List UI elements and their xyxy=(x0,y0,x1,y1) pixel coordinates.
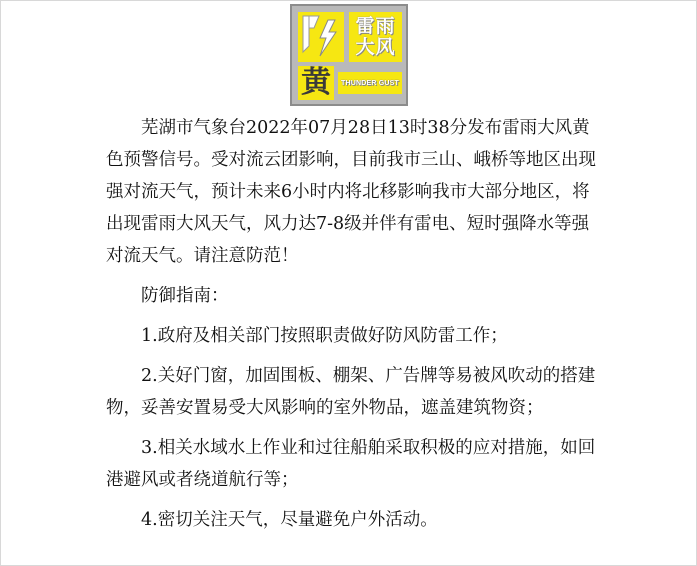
warning-badge xyxy=(290,4,408,106)
guide-item: 1.政府及相关部门按照职责做好防风防雷工作； xyxy=(141,326,508,346)
guide-heading: 防御指南： xyxy=(141,286,229,306)
warning-title-line2: 大风 xyxy=(355,36,396,58)
guide-item: 4.密切关注天气，尽量避免户外活动。 xyxy=(141,510,438,530)
warning-title xyxy=(349,12,402,62)
warning-english xyxy=(338,72,402,94)
guide-item: 2.关好门窗，加固围板、棚架、广告牌等易被风吹动的搭建物，妥善安置易受大风影响的室外物品，遮盖建筑物资； xyxy=(106,366,596,418)
warning-english-label: THUNDER GUST xyxy=(340,79,399,87)
thunderstorm-lightning-icon xyxy=(298,12,344,62)
notice-body xyxy=(106,112,598,536)
guide-item: 3.相关水域水上作业和过往船舶采取积极的应对措施，如回港避风或者绕道航行等； xyxy=(106,438,596,490)
notice-intro: 芜湖市气象台2022年07月28日13时38分发布雷雨大风黄色预警信号。受对流云团影响，目前我市三山、峨桥等地区出现强对流天气，预计未来6小时内将北移影响我市大部分地区，将出现雷雨大风天气，风力达7-8级并伴有雷电、短时强降水等强对流天气。请注意防范！ xyxy=(106,118,596,266)
warning-level-label: 黄 xyxy=(301,65,331,100)
warning-level xyxy=(298,66,334,100)
warning-title-line1: 雷雨 xyxy=(355,15,396,37)
